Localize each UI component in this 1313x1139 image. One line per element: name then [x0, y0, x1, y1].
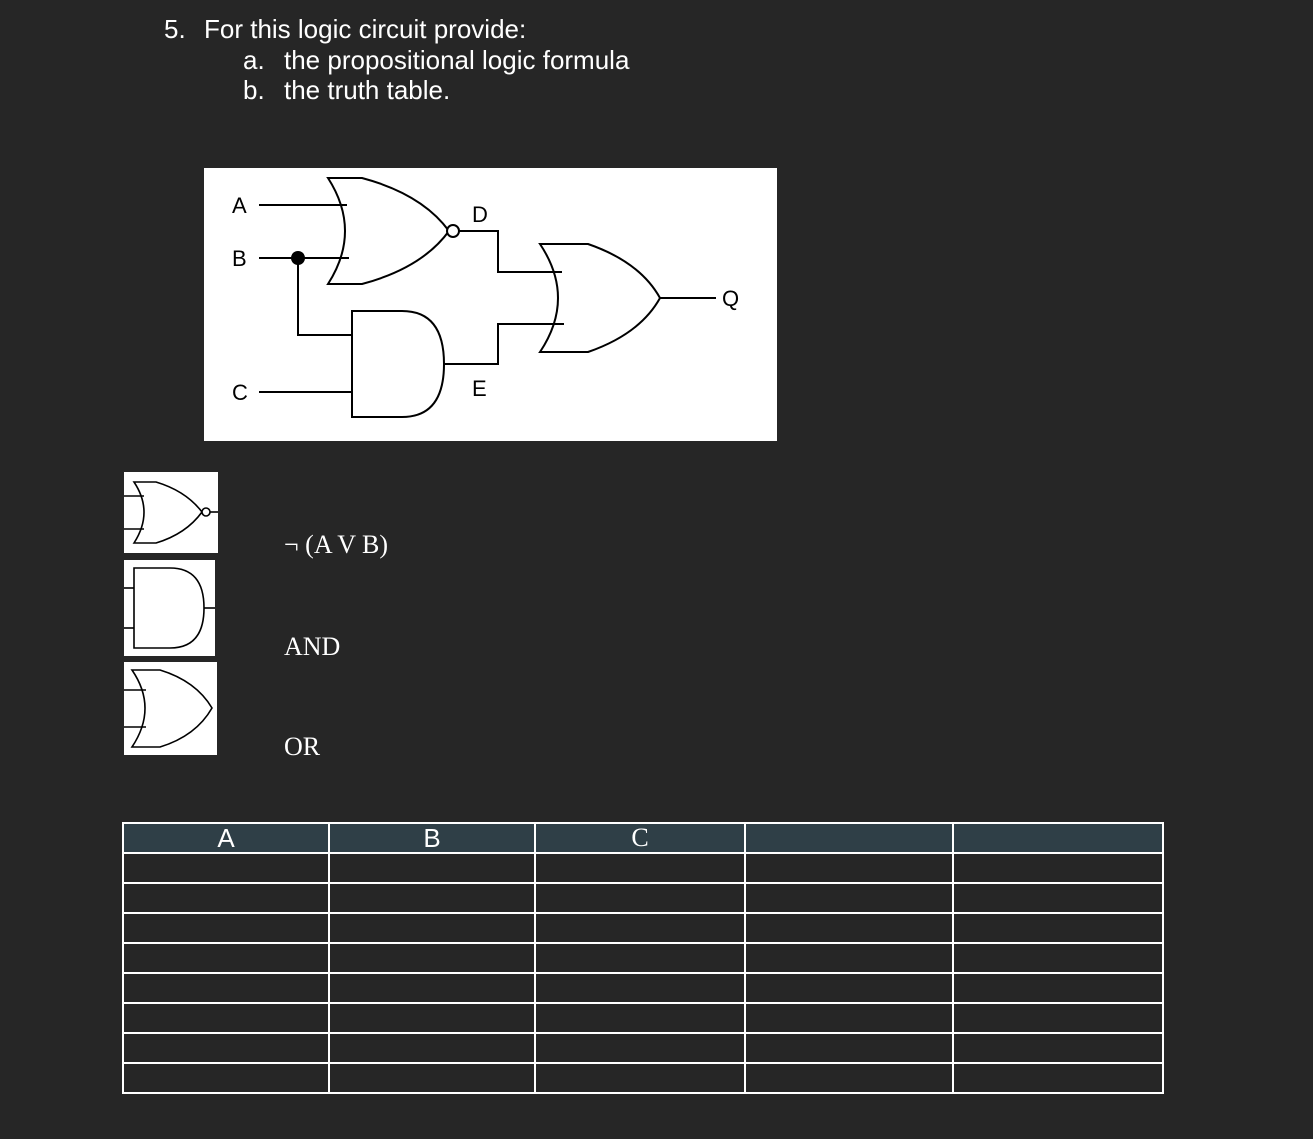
table-cell[interactable] — [535, 1063, 745, 1093]
item-letter: a. — [243, 45, 265, 75]
table-row — [123, 1003, 1163, 1033]
question-heading — [164, 14, 526, 44]
table-cell[interactable] — [953, 853, 1163, 883]
and-gate-icon — [124, 560, 215, 656]
column-header-b: B — [329, 823, 535, 853]
table-row — [123, 973, 1163, 1003]
column-header-c: C — [535, 823, 745, 853]
label-e: E — [472, 376, 487, 401]
item-text: the truth table. — [284, 75, 451, 105]
table-cell[interactable] — [745, 1033, 953, 1063]
or-gate-icon — [124, 662, 217, 755]
table-row — [123, 913, 1163, 943]
table-cell[interactable] — [329, 1003, 535, 1033]
nor-gate — [328, 178, 449, 284]
table-cell[interactable] — [329, 943, 535, 973]
nor-bubble — [447, 225, 459, 237]
table-cell[interactable] — [745, 913, 953, 943]
table-cell[interactable] — [329, 883, 535, 913]
table-cell[interactable] — [535, 973, 745, 1003]
table-cell[interactable] — [123, 883, 329, 913]
table-cell[interactable] — [535, 943, 745, 973]
table-cell[interactable] — [329, 913, 535, 943]
column-header-4 — [745, 823, 953, 853]
table-cell[interactable] — [535, 853, 745, 883]
table-cell[interactable] — [953, 943, 1163, 973]
table-cell[interactable] — [535, 883, 745, 913]
table-row — [123, 853, 1163, 883]
truth-table-body — [123, 853, 1163, 1093]
question-text: For this logic circuit provide: — [204, 14, 527, 44]
question-item-a — [243, 45, 629, 75]
table-cell[interactable] — [535, 913, 745, 943]
or-gate — [540, 244, 660, 352]
label-c: C — [232, 380, 248, 405]
table-row — [123, 1033, 1163, 1063]
table-cell[interactable] — [745, 1063, 953, 1093]
logic-circuit-diagram — [204, 168, 777, 441]
and-gate-label: AND — [284, 632, 341, 661]
column-header-a: A — [123, 823, 329, 853]
question-item-b — [243, 75, 450, 105]
table-cell[interactable] — [123, 973, 329, 1003]
table-row — [123, 943, 1163, 973]
table-cell[interactable] — [329, 1063, 535, 1093]
table-cell[interactable] — [953, 1003, 1163, 1033]
item-text: the propositional logic formula — [284, 45, 630, 75]
label-b: B — [232, 246, 247, 271]
table-row — [123, 1063, 1163, 1093]
junction-dot — [291, 251, 305, 265]
table-cell[interactable] — [123, 1063, 329, 1093]
table-cell[interactable] — [123, 1033, 329, 1063]
nor-gate-label: ¬ (A V B) — [284, 530, 388, 559]
table-cell[interactable] — [745, 943, 953, 973]
wire-b-branch — [298, 258, 352, 335]
table-cell[interactable] — [123, 913, 329, 943]
table-cell[interactable] — [745, 973, 953, 1003]
item-letter: b. — [243, 75, 265, 105]
and-gate — [352, 311, 444, 417]
table-cell[interactable] — [745, 883, 953, 913]
table-cell[interactable] — [535, 1033, 745, 1063]
table-cell[interactable] — [745, 853, 953, 883]
or-gate-label: OR — [284, 732, 321, 761]
table-cell[interactable] — [329, 1033, 535, 1063]
question-number: 5. — [164, 14, 186, 44]
column-header-5 — [953, 823, 1163, 853]
table-cell[interactable] — [535, 1003, 745, 1033]
wire-d — [459, 231, 562, 272]
table-row — [123, 883, 1163, 913]
table-cell[interactable] — [953, 973, 1163, 1003]
table-cell[interactable] — [123, 943, 329, 973]
label-d: D — [472, 202, 488, 227]
table-cell[interactable] — [953, 1063, 1163, 1093]
table-cell[interactable] — [953, 883, 1163, 913]
table-cell[interactable] — [123, 853, 329, 883]
label-a: A — [232, 193, 247, 218]
label-q: Q — [722, 286, 740, 311]
table-cell[interactable] — [953, 1033, 1163, 1063]
table-cell[interactable] — [329, 973, 535, 1003]
table-cell[interactable] — [329, 853, 535, 883]
table-cell[interactable] — [123, 1003, 329, 1033]
table-cell[interactable] — [745, 1003, 953, 1033]
nor-gate-icon — [124, 472, 218, 553]
truth-table — [122, 822, 1164, 1094]
table-cell[interactable] — [953, 913, 1163, 943]
truth-table-header-row — [123, 823, 1163, 853]
